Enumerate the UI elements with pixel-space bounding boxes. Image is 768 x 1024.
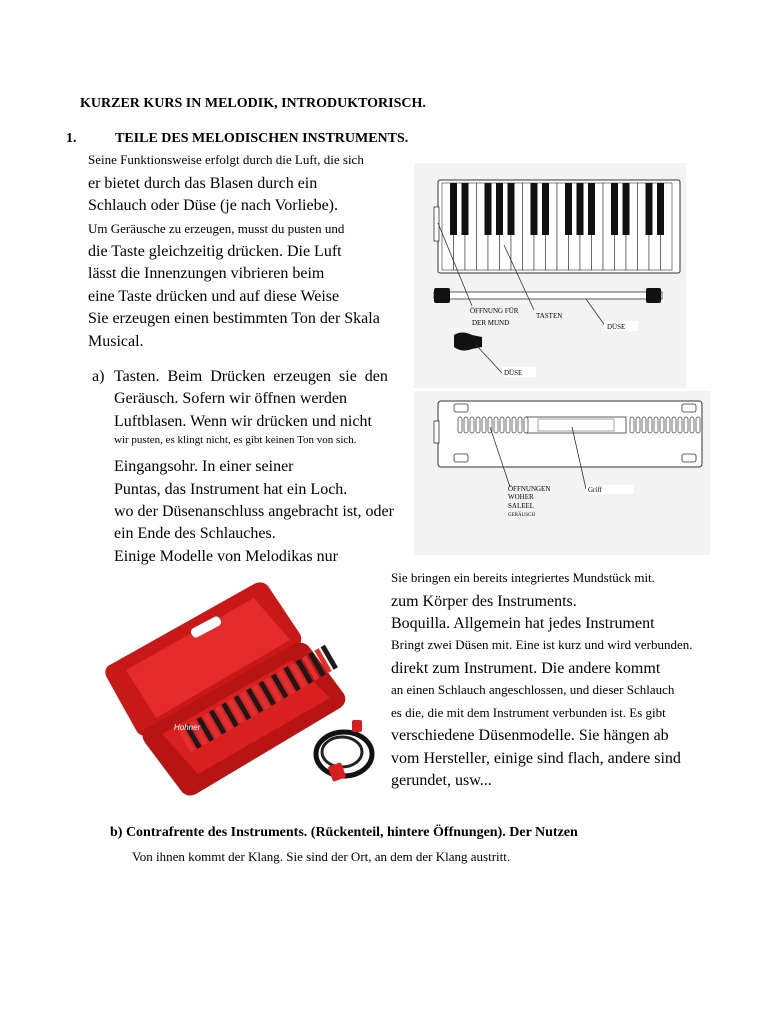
label-nozzle: DÜSE bbox=[607, 323, 626, 331]
mouthpiece-icon bbox=[434, 288, 450, 303]
red-melodica-case-photo bbox=[104, 574, 382, 800]
item-a-line: Geräusch. Sofern wir öffnen werden bbox=[114, 390, 347, 407]
intro-line: Sie erzeugen einen bestimmten Ton der Skala bbox=[88, 310, 380, 327]
sound-opening-icon bbox=[476, 417, 480, 433]
sound-opening-icon bbox=[642, 417, 646, 433]
label-openings-1: ÖFFNUNGEN bbox=[508, 485, 551, 493]
section-heading: TEILE DES MELODISCHEN INSTRUMENTS. bbox=[115, 131, 409, 146]
intro-line: Musical. bbox=[88, 333, 144, 350]
label-keys: TASTEN bbox=[536, 312, 563, 320]
item-a-line: ein Ende des Schlauches. bbox=[114, 525, 276, 542]
tube-end-icon bbox=[646, 288, 661, 303]
black-key bbox=[496, 183, 503, 235]
sound-opening-icon bbox=[636, 417, 640, 433]
right-line: direkt zum Instrument. Die andere kommt bbox=[391, 660, 661, 677]
sound-opening-icon bbox=[654, 417, 658, 433]
intro-line: Seine Funktionsweise erfolgt durch die Luft, die sich bbox=[88, 152, 364, 167]
sound-opening-icon bbox=[648, 417, 652, 433]
black-key bbox=[462, 183, 469, 235]
black-key bbox=[508, 183, 515, 235]
label-openings-4: GERÄUSCH bbox=[508, 513, 535, 518]
white-keys bbox=[442, 183, 672, 270]
black-key bbox=[646, 183, 653, 235]
item-a-marker: a) bbox=[92, 368, 105, 385]
black-key bbox=[611, 183, 618, 235]
sound-opening-icon bbox=[696, 417, 700, 433]
label-openings-2: WOHER bbox=[508, 493, 534, 501]
label-mouth-opening-1: ÖFFNUNG FÜR bbox=[470, 307, 519, 315]
sound-opening-icon bbox=[672, 417, 676, 433]
sound-opening-icon bbox=[678, 417, 682, 433]
intro-line: die Taste gleichzeitig drücken. Die Luft bbox=[88, 243, 342, 260]
right-line: Boquilla. Allgemein hat jedes Instrument bbox=[391, 615, 655, 632]
sound-opening-icon bbox=[470, 417, 474, 433]
label-openings-3: SALEEL bbox=[508, 502, 535, 510]
sound-opening-icon bbox=[630, 417, 634, 433]
brand-logo: Hohner bbox=[174, 723, 201, 732]
sound-opening-icon bbox=[684, 417, 688, 433]
sound-opening-icon bbox=[464, 417, 468, 433]
right-line: gerundet, usw... bbox=[391, 772, 492, 789]
melodica-back-diagram bbox=[414, 391, 710, 555]
sound-opening-icon bbox=[458, 417, 462, 433]
black-key bbox=[565, 183, 572, 235]
sound-opening-icon bbox=[524, 417, 528, 433]
black-key bbox=[531, 183, 538, 235]
black-key bbox=[657, 183, 664, 235]
item-a-line: Luftblasen. Wenn wir drücken und nicht bbox=[114, 413, 372, 430]
sound-opening-icon bbox=[666, 417, 670, 433]
intro-line: eine Taste drücken und auf diese Weise bbox=[88, 288, 340, 305]
sound-opening-icon bbox=[500, 417, 504, 433]
label-mouth-opening-2: DER MUND bbox=[472, 319, 510, 327]
right-line: Bringt zwei Düsen mit. Eine ist kurz und wird verbunden. bbox=[391, 637, 693, 652]
item-b-heading: b) Contrafrente des Instruments. (Rückenteil, hintere Öffnungen). Der Nutzen bbox=[110, 825, 578, 840]
item-a-line: wir pusten, es klingt nicht, es gibt keinen Ton von sich. bbox=[114, 434, 357, 446]
item-a-line: Einige Modelle von Melodikas nur bbox=[114, 548, 338, 565]
black-key bbox=[588, 183, 595, 235]
sound-opening-icon bbox=[506, 417, 510, 433]
intro-line: lässt die Innenzungen vibrieren beim bbox=[88, 265, 325, 282]
black-key bbox=[623, 183, 630, 235]
right-line: Sie bringen ein bereits integriertes Mundstück mit. bbox=[391, 570, 655, 585]
item-a-line: wo der Düsenanschluss angebracht ist, oder bbox=[114, 503, 394, 520]
melodica-front-diagram bbox=[414, 163, 686, 388]
sound-opening-icon bbox=[494, 417, 498, 433]
sound-opening-icon bbox=[518, 417, 522, 433]
item-a-line: Tasten. Beim Drücken erzeugen sie den bbox=[114, 368, 388, 385]
intro-line: Um Geräusche zu erzeugen, musst du pusten und bbox=[88, 221, 345, 236]
label-handle: Griff bbox=[588, 486, 602, 494]
section-number: 1. bbox=[66, 131, 77, 146]
black-key bbox=[450, 183, 457, 235]
document-title: KURZER KURS IN MELODIK, INTRODUKTORISCH. bbox=[80, 96, 426, 111]
item-a-line: Puntas, das Instrument hat ein Loch. bbox=[114, 481, 348, 498]
item-b-text: Von ihnen kommt der Klang. Sie sind der Ort, an dem der Klang austritt. bbox=[132, 849, 511, 864]
item-a-line: Eingangsohr. In einer seiner bbox=[114, 458, 294, 475]
black-key bbox=[485, 183, 492, 235]
intro-line: Schlauch oder Düse (je nach Vorliebe). bbox=[88, 197, 338, 214]
right-line: vom Hersteller, einige sind flach, andere sind bbox=[391, 750, 681, 767]
sound-opening-icon bbox=[660, 417, 664, 433]
sound-opening-icon bbox=[690, 417, 694, 433]
black-key bbox=[542, 183, 549, 235]
right-line: verschiedene Düsenmodelle. Sie hängen ab bbox=[391, 727, 669, 744]
sound-opening-icon bbox=[482, 417, 486, 433]
intro-line: er bietet durch das Blasen durch ein bbox=[88, 175, 318, 192]
black-key bbox=[577, 183, 584, 235]
label-nozzle-short: DÜSE bbox=[504, 369, 523, 377]
sound-opening-icon bbox=[512, 417, 516, 433]
right-line: an einen Schlauch angeschlossen, und dieser Schlauch bbox=[391, 682, 675, 697]
right-line: zum Körper des Instruments. bbox=[391, 593, 577, 610]
right-line: es die, die mit dem Instrument verbunden ist. Es gibt bbox=[391, 705, 666, 720]
